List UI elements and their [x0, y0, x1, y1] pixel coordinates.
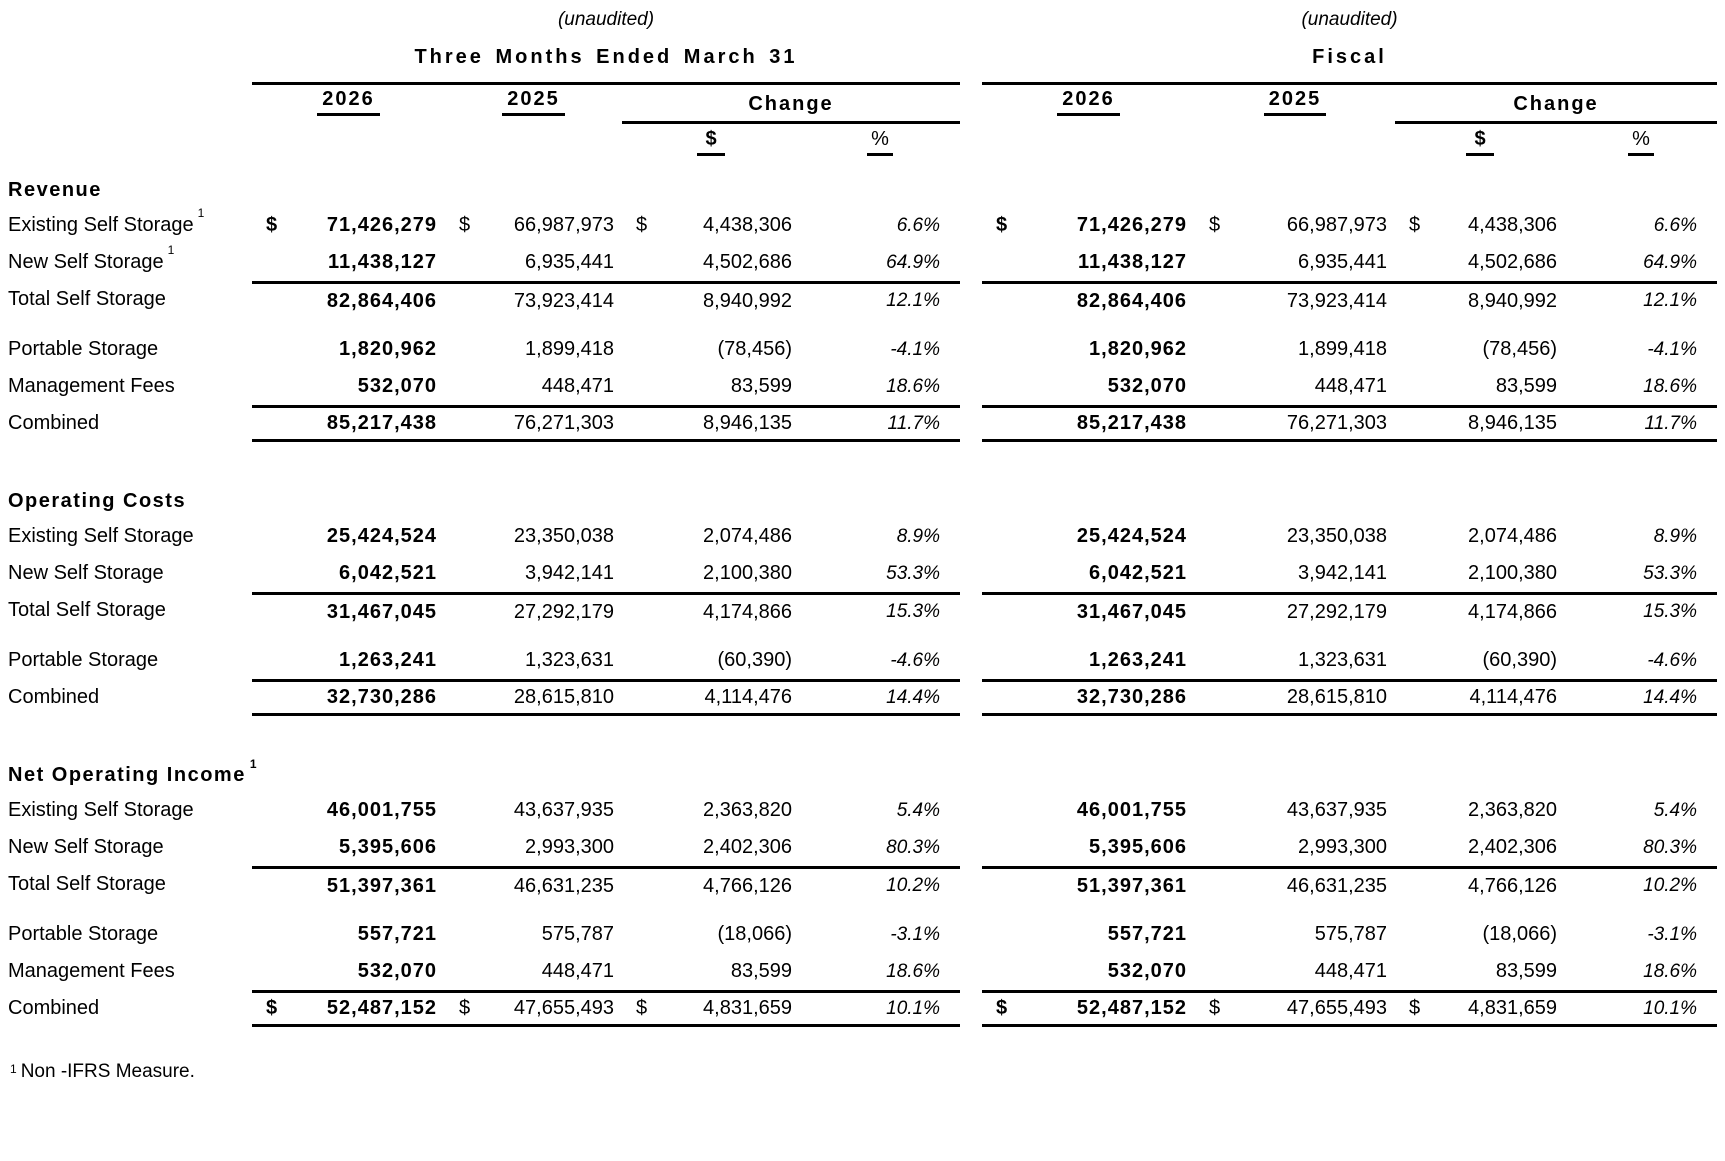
value-2025-right: 73,923,414: [1195, 281, 1395, 318]
value-2025-left: 3,942,141: [525, 562, 614, 584]
row-label: [8, 990, 252, 1027]
currency-symbol: $: [1409, 997, 1421, 1019]
change-percent-left: 18.6%: [886, 960, 940, 982]
change-percent-right: -3.1%: [1647, 923, 1697, 945]
column-header-2026-left: [252, 85, 445, 121]
value-2026-right: 32,730,286: [982, 679, 1195, 716]
value-2026-right: 557,721: [1107, 923, 1187, 945]
change-percent-right: 53.3%: [1643, 562, 1697, 584]
table-divider: [960, 518, 982, 555]
row-label: [8, 829, 252, 866]
footnote: [8, 1027, 1725, 1083]
change-dollar-left: 4,766,126: [622, 866, 800, 903]
table-divider: [960, 829, 982, 866]
change-percent-left: 64.9%: [886, 251, 940, 273]
row-label-text: Existing Self Storage: [8, 214, 194, 236]
change-percent-header-left: [800, 124, 960, 160]
currency-symbol: $: [266, 214, 279, 236]
table-divider: [960, 368, 982, 405]
change-dollar-right: 2,402,306: [1468, 836, 1557, 858]
table-divider: [960, 173, 982, 207]
value-2026-right: 1,820,962: [1089, 338, 1187, 360]
value-2025-right: 3,942,141: [1298, 562, 1387, 584]
value-2025-right: 28,615,810: [1195, 679, 1395, 716]
value-2026-right: 11,438,127: [1078, 251, 1187, 273]
change-percent-right: 15.3%: [1565, 592, 1717, 629]
change-percent-right: -4.1%: [1647, 338, 1697, 360]
currency-symbol: $: [1409, 214, 1421, 236]
row-label: Existing Self Storage 1: [8, 206, 205, 236]
change-dollar-left: 4,114,476: [622, 679, 800, 716]
value-2026-right: 532,070: [1107, 960, 1187, 982]
footnote-superscript: 1: [10, 1062, 17, 1076]
value-2025-right: 1,899,418: [1298, 338, 1387, 360]
value-2026-right: 82,864,406: [982, 281, 1195, 318]
change-dollar-right: (18,066): [1482, 923, 1557, 945]
spacer: [252, 758, 960, 792]
spacer: [252, 173, 960, 207]
value-2026-right: 46,001,755: [1076, 799, 1187, 821]
value-2025-right: 46,631,235: [1195, 866, 1395, 903]
row-label: [8, 518, 252, 555]
value-2025-left: 448,471: [541, 960, 614, 982]
period-title-left: Three Months Ended March 31: [414, 46, 798, 68]
value-2025-right: 448,471: [1314, 375, 1387, 397]
value-2025-right: 6,935,441: [1298, 251, 1387, 273]
column-header-2025-right: [1195, 85, 1395, 121]
table-divider: [960, 331, 982, 368]
change-percent-left: 10.2%: [800, 866, 960, 903]
value-2026-left: 1,820,962: [339, 338, 437, 360]
row-label-text: Combined: [8, 686, 100, 708]
change-dollar-right: 4,502,686: [1468, 251, 1557, 273]
change-dollar-left: 4,174,866: [622, 592, 800, 629]
change-label: Change: [1513, 93, 1599, 115]
value-2026-right: 1,263,241: [1089, 649, 1187, 671]
year-2025-label: 2025: [1264, 88, 1327, 116]
change-label: Change: [748, 93, 834, 115]
period-title-right: Fiscal: [1312, 46, 1387, 68]
change-dollar-right: (78,456): [1482, 338, 1557, 360]
value-2026-left: 532,070: [357, 960, 437, 982]
change-percent-right: 80.3%: [1643, 836, 1697, 858]
table-divider: [960, 207, 982, 244]
change-header-right: [1395, 85, 1717, 121]
change-percent-left: 12.1%: [800, 281, 960, 318]
change-dollar-left: (78,456): [717, 338, 792, 360]
value-2026-left: 85,217,438: [252, 405, 445, 442]
change-percent-left: 80.3%: [886, 836, 940, 858]
row-label: [8, 405, 252, 442]
currency-symbol: $: [996, 997, 1009, 1019]
dollar-header-label: $: [1466, 128, 1493, 156]
row-label: [8, 331, 252, 368]
change-dollar-right: 8,946,135: [1395, 405, 1565, 442]
column-header-2025-left: [445, 85, 622, 121]
row-label-text: Total Self Storage: [8, 599, 166, 621]
change-dollar-right: 83,599: [1495, 375, 1557, 397]
section-title: [8, 484, 252, 518]
spacer: [8, 85, 252, 121]
value-2026-left: 1,263,241: [339, 649, 437, 671]
table-divider: [960, 758, 982, 792]
currency-symbol: $: [636, 214, 648, 236]
value-2025-left: 76,271,303: [445, 405, 622, 442]
value-2026-right: 532,070: [1107, 375, 1187, 397]
change-percent-left: 10.1%: [800, 990, 960, 1027]
percent-header-label: %: [1628, 128, 1654, 156]
value-2026-left: 557,721: [357, 923, 437, 945]
spacer: [8, 903, 1717, 916]
table-divider: [960, 916, 982, 953]
row-label: [8, 281, 252, 318]
value-2025-left: 27,292,179: [445, 592, 622, 629]
row-label-text: Combined: [8, 997, 100, 1019]
row-label: [8, 592, 252, 629]
value-2026-right: 25,424,524: [1076, 525, 1187, 547]
value-2025-left: 23,350,038: [513, 525, 614, 547]
value-2026-left: 31,467,045: [252, 592, 445, 629]
change-dollar-left: 2,402,306: [703, 836, 792, 858]
percent-header-label: %: [867, 128, 893, 156]
change-percent-right: 12.1%: [1565, 281, 1717, 318]
change-dollar-right: 2,363,820: [1468, 799, 1557, 821]
value-2025-right: 23,350,038: [1286, 525, 1387, 547]
value-2025-left: 6,935,441: [525, 251, 614, 273]
year-2026-label: 2026: [317, 88, 380, 116]
value-2026-left: 51,397,361: [252, 866, 445, 903]
change-dollar-left: (18,066): [717, 923, 792, 945]
spacer: [982, 173, 1717, 207]
value-2026-left: 11,438,127: [328, 251, 437, 273]
row-label-text: Portable Storage: [8, 923, 159, 945]
row-label: [8, 368, 252, 405]
change-dollar-right: 83,599: [1495, 960, 1557, 982]
row-label-text: Management Fees: [8, 375, 175, 397]
row-label-text: Total Self Storage: [8, 288, 166, 310]
spacer: [8, 318, 1717, 331]
value-2026-right: 5,395,606: [1089, 836, 1187, 858]
value-2025-left: 73,923,414: [445, 281, 622, 318]
value-2025-right: 2,993,300: [1298, 836, 1387, 858]
value-2026-right: 31,467,045: [982, 592, 1195, 629]
value-2026-left: 25,424,524: [326, 525, 437, 547]
currency-symbol: $: [996, 214, 1009, 236]
row-label-text: Management Fees: [8, 960, 175, 982]
spacer: [8, 34, 252, 82]
section-title-text: Revenue: [8, 178, 102, 201]
table-divider: [960, 405, 982, 442]
change-percent-right: 18.6%: [1643, 375, 1697, 397]
change-dollar-left: (60,390): [717, 649, 792, 671]
change-dollar-header-left: [622, 124, 800, 160]
value-2026-left: 32,730,286: [252, 679, 445, 716]
change-dollar-right: 2,074,486: [1468, 525, 1557, 547]
spacer: [8, 6, 252, 34]
row-label: [8, 866, 252, 903]
change-dollar-header-right: [1395, 124, 1565, 160]
section-title: Net Operating Income 1: [8, 757, 258, 786]
row-label-text: Total Self Storage: [8, 873, 166, 895]
value-2025-left: $ 47,655,493: [445, 990, 622, 1027]
change-dollar-right: 4,114,476: [1395, 679, 1565, 716]
change-dollar-left: 8,946,135: [622, 405, 800, 442]
change-percent-right: 10.1%: [1565, 990, 1717, 1027]
value-2026-right: $ 52,487,152: [982, 990, 1195, 1027]
table-divider: [960, 679, 982, 716]
row-label-text: New Self Storage: [8, 251, 164, 273]
change-percent-left: 5.4%: [896, 799, 940, 821]
change-percent-right: 5.4%: [1653, 799, 1697, 821]
value-2025-left: 1,323,631: [525, 649, 614, 671]
spacer: [8, 442, 1717, 484]
value-2026-right: 85,217,438: [982, 405, 1195, 442]
table-divider: [960, 281, 982, 318]
noi-statement-table: [8, 6, 1725, 1027]
change-percent-left: 8.9%: [896, 525, 940, 547]
table-divider: [960, 85, 982, 121]
change-dollar-right: 2,100,380: [1468, 562, 1557, 584]
value-2025-right: 1,323,631: [1298, 649, 1387, 671]
value-2026-left: 46,001,755: [326, 799, 437, 821]
row-label-text: Combined: [8, 412, 100, 434]
change-percent-right: 8.9%: [1653, 525, 1697, 547]
change-dollar-left: 2,100,380: [703, 562, 792, 584]
table-divider: [960, 34, 982, 82]
change-dollar-left: 83,599: [730, 375, 792, 397]
value-2026-left: 82,864,406: [252, 281, 445, 318]
change-dollar-left: $ 4,831,659: [622, 990, 800, 1027]
value-2025-left: 575,787: [541, 923, 614, 945]
value-2025-left: 448,471: [541, 375, 614, 397]
change-percent-left: 18.6%: [886, 375, 940, 397]
value-2026-left: 5,395,606: [339, 836, 437, 858]
spacer: [8, 629, 1717, 642]
table-divider: [960, 484, 982, 518]
change-dollar-left: 2,363,820: [703, 799, 792, 821]
change-percent-right: 6.6%: [1653, 214, 1697, 236]
row-label-text: Portable Storage: [8, 649, 159, 671]
currency-symbol: $: [459, 214, 471, 236]
row-label-text: Existing Self Storage: [8, 525, 194, 547]
spacer: [8, 160, 1717, 173]
row-label: [8, 555, 252, 592]
change-percent-left: 6.6%: [896, 214, 940, 236]
spacer: [252, 484, 960, 518]
year-2025-label: 2025: [502, 88, 565, 116]
row-label: [8, 916, 252, 953]
row-label: [8, 679, 252, 716]
change-dollar-right: $ 4,438,306: [1409, 214, 1557, 236]
value-2025-right: $ 47,655,493: [1195, 990, 1395, 1027]
value-2025-left: 28,615,810: [445, 679, 622, 716]
currency-symbol: $: [1209, 214, 1221, 236]
change-percent-right: 10.2%: [1565, 866, 1717, 903]
change-dollar-left: 8,940,992: [622, 281, 800, 318]
row-label-text: New Self Storage: [8, 562, 164, 584]
value-2026-left: 6,042,521: [339, 562, 437, 584]
table-divider: [960, 792, 982, 829]
table-divider: [960, 555, 982, 592]
change-percent-left: -4.6%: [890, 649, 940, 671]
spacer: [982, 484, 1717, 518]
value-2025-left: 2,993,300: [525, 836, 614, 858]
value-2025-left: 43,637,935: [513, 799, 614, 821]
unaudited-label-right: (unaudited): [1301, 9, 1398, 30]
value-2026-left: 532,070: [357, 375, 437, 397]
table-divider: [960, 953, 982, 990]
change-percent-right: 64.9%: [1643, 251, 1697, 273]
change-dollar-left: 2,074,486: [703, 525, 792, 547]
change-percent-left: 53.3%: [886, 562, 940, 584]
change-percent-left: -4.1%: [890, 338, 940, 360]
column-header-2026-right: [982, 85, 1195, 121]
change-percent-left: 15.3%: [800, 592, 960, 629]
change-percent-left: -3.1%: [890, 923, 940, 945]
change-percent-left: 14.4%: [800, 679, 960, 716]
currency-symbol: $: [459, 997, 471, 1019]
value-2025-right: 448,471: [1314, 960, 1387, 982]
table-divider: [960, 6, 982, 34]
spacer: [982, 758, 1717, 792]
value-2025-left: 46,631,235: [445, 866, 622, 903]
section-title-text: Net Operating Income: [8, 763, 246, 786]
section-title: [8, 173, 252, 207]
value-2026-left: $ 52,487,152: [252, 990, 445, 1027]
change-percent-right: -4.6%: [1647, 649, 1697, 671]
change-dollar-right: 8,940,992: [1395, 281, 1565, 318]
currency-symbol: $: [1209, 997, 1221, 1019]
change-percent-left: 11.7%: [800, 405, 960, 442]
value-2026-right: 51,397,361: [982, 866, 1195, 903]
spacer: [8, 716, 1717, 758]
table-divider: [960, 642, 982, 679]
value-2025-left: 1,899,418: [525, 338, 614, 360]
table-divider: [960, 592, 982, 629]
row-label: [8, 953, 252, 990]
row-label-text: New Self Storage: [8, 836, 164, 858]
value-2025-right: 43,637,935: [1286, 799, 1387, 821]
change-percent-header-right: [1565, 124, 1717, 160]
value-2025-right: 575,787: [1314, 923, 1387, 945]
value-2025-right: 27,292,179: [1195, 592, 1395, 629]
table-divider: [960, 990, 982, 1027]
row-label: New Self Storage 1: [8, 243, 175, 273]
change-dollar-left: 83,599: [730, 960, 792, 982]
change-dollar-right: $ 4,831,659: [1395, 990, 1565, 1027]
footnote-text: Non -IFRS Measure.: [20, 1061, 195, 1082]
row-label: [8, 642, 252, 679]
value-2026-right: 6,042,521: [1089, 562, 1187, 584]
change-dollar-right: (60,390): [1482, 649, 1557, 671]
change-dollar-left: $ 4,438,306: [636, 214, 792, 236]
change-percent-right: 11.7%: [1565, 405, 1717, 442]
table-divider: [960, 866, 982, 903]
change-dollar-left: 4,502,686: [703, 251, 792, 273]
change-dollar-right: 4,174,866: [1395, 592, 1565, 629]
row-label-text: Portable Storage: [8, 338, 159, 360]
change-percent-right: 14.4%: [1565, 679, 1717, 716]
spacer: [982, 124, 1395, 160]
value-2025-right: 76,271,303: [1195, 405, 1395, 442]
change-header-left: [622, 85, 960, 121]
value-2025-left: $ 66,987,973: [459, 214, 614, 236]
value-2025-right: $ 66,987,973: [1209, 214, 1387, 236]
unaudited-label-left: (unaudited): [557, 9, 655, 30]
spacer: [8, 124, 622, 160]
row-label: [8, 792, 252, 829]
change-dollar-right: 4,766,126: [1395, 866, 1565, 903]
currency-symbol: $: [266, 997, 279, 1019]
value-2026-right: $ 71,426,279: [996, 214, 1187, 236]
table-divider: [960, 244, 982, 281]
table-divider: [960, 124, 982, 160]
dollar-header-label: $: [697, 128, 724, 156]
year-2026-label: 2026: [1057, 88, 1120, 116]
value-2026-left: $ 71,426,279: [266, 214, 437, 236]
row-label-text: Existing Self Storage: [8, 799, 194, 821]
section-title-text: Operating Costs: [8, 489, 187, 512]
change-percent-right: 18.6%: [1643, 960, 1697, 982]
currency-symbol: $: [636, 997, 648, 1019]
